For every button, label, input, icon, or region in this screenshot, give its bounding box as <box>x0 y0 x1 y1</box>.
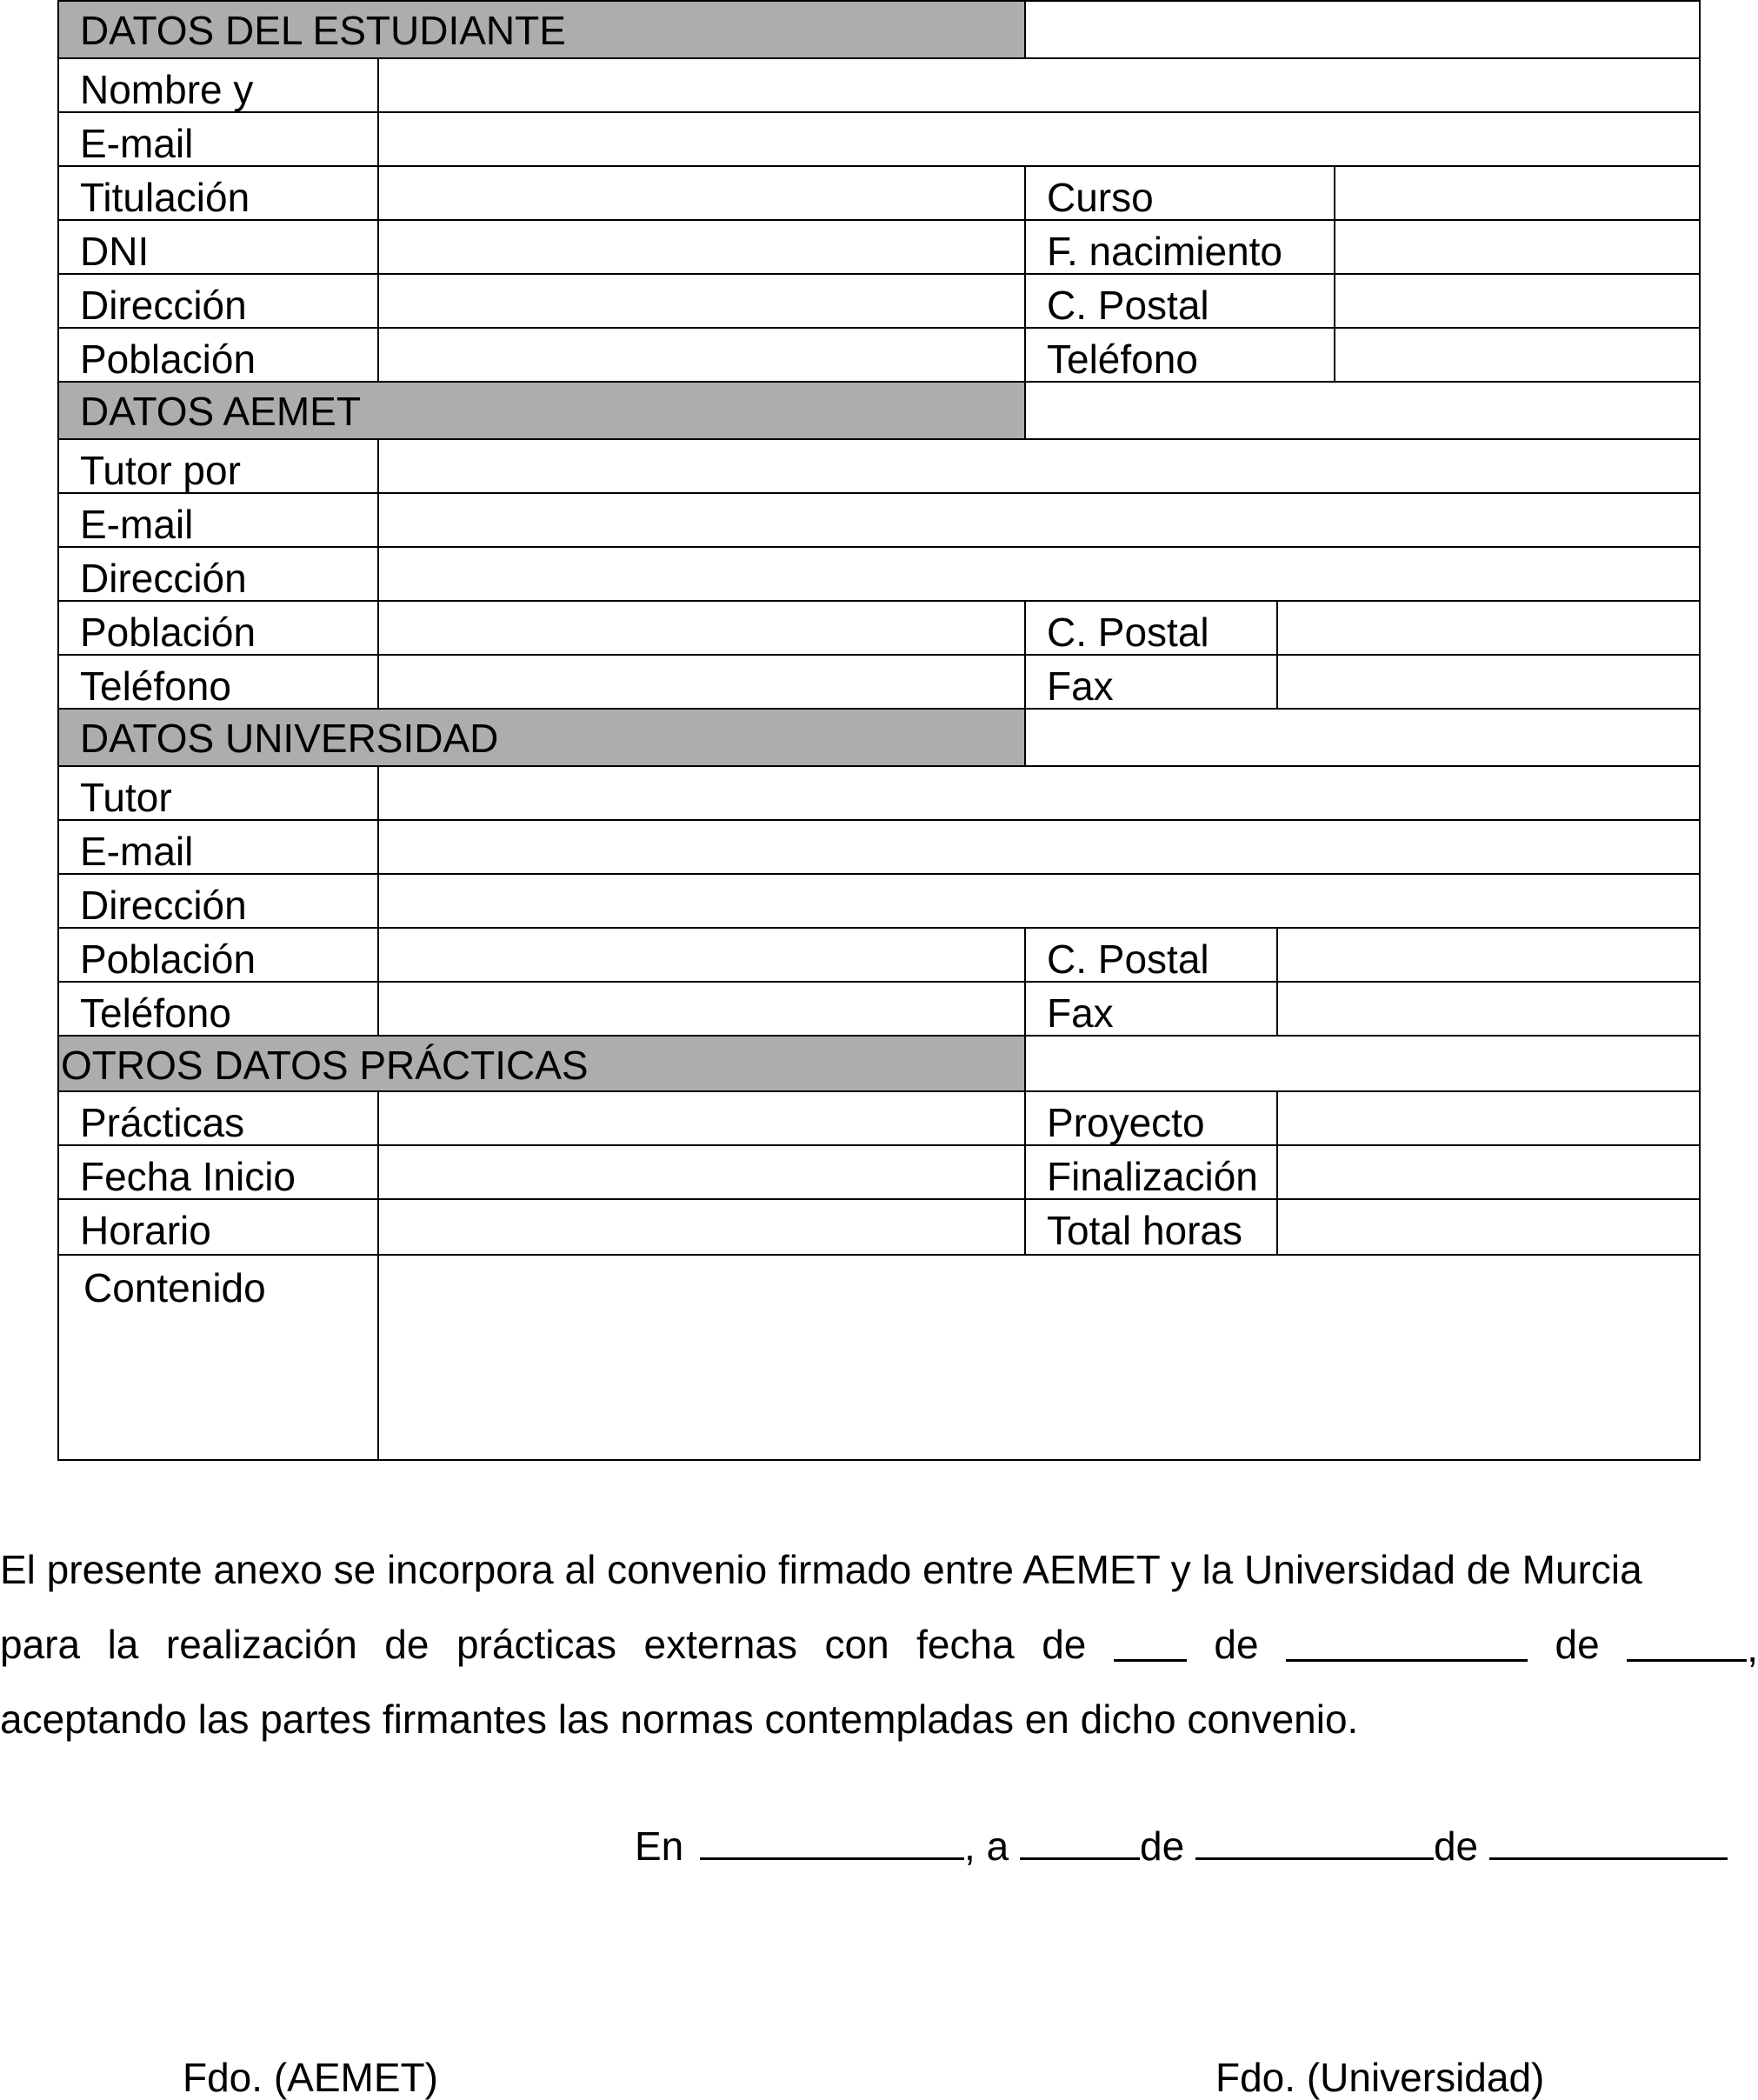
university-phone-field[interactable] <box>377 981 1026 1037</box>
aemet-fax-label-cell: Fax <box>1024 654 1278 710</box>
student-phone-label-cell: Teléfono <box>1024 327 1335 383</box>
student-section-header <box>57 0 1026 59</box>
place-blank[interactable] <box>700 1823 964 1860</box>
other-header-blank <box>1024 1035 1701 1092</box>
student-birth-label-cell: F. nacimiento <box>1024 219 1335 275</box>
schedule-label-cell: Horario <box>57 1198 379 1256</box>
student-header-blank <box>1024 0 1701 59</box>
student-address-label-cell: Dirección <box>57 273 379 329</box>
signature-university: Fdo. (Universidad) <box>1215 2055 1545 2100</box>
date-month-blank[interactable] <box>1195 1823 1434 1860</box>
date-day-blank[interactable] <box>1020 1823 1140 1860</box>
aemet-email-field[interactable] <box>377 492 1701 548</box>
project-field[interactable] <box>1276 1090 1701 1146</box>
university-town-label-cell: Población <box>57 927 379 983</box>
internship-label-cell: Prácticas <box>57 1090 379 1146</box>
student-course-label-cell: Curso <box>1024 165 1335 221</box>
aemet-town-label-cell: Población <box>57 600 379 656</box>
start-date-label-cell: Fecha Inicio <box>57 1144 379 1200</box>
university-header-blank <box>1024 708 1701 767</box>
university-section-header <box>57 708 1026 767</box>
year-group: , <box>1627 1624 1758 1668</box>
student-town-field[interactable] <box>377 327 1026 383</box>
student-degree-label-cell: Titulación <box>57 165 379 221</box>
content-label-cell: Contenido <box>57 1254 379 1461</box>
university-address-field[interactable] <box>377 873 1701 929</box>
place-date-line: En , a de de <box>635 1823 1728 1866</box>
student-course-field[interactable] <box>1334 165 1701 221</box>
student-postal-field[interactable] <box>1334 273 1701 329</box>
student-section-title: DATOS DEL ESTUDIANTE <box>80 8 566 53</box>
university-fax-field[interactable] <box>1276 981 1701 1037</box>
university-email-label-cell: E-mail <box>57 819 379 875</box>
aemet-town-field[interactable] <box>377 600 1026 656</box>
aemet-header-blank <box>1024 381 1701 440</box>
total-hours-label-cell: Total horas <box>1024 1198 1278 1256</box>
university-postal-label-cell: C. Postal <box>1024 927 1278 983</box>
student-name-field[interactable] <box>377 57 1701 113</box>
aemet-email-label-cell: E-mail <box>57 492 379 548</box>
total-hours-field[interactable] <box>1276 1198 1701 1256</box>
internship-field[interactable] <box>377 1090 1026 1146</box>
aemet-fax-field[interactable] <box>1276 654 1701 710</box>
university-tutor-field[interactable] <box>377 765 1701 821</box>
schedule-field[interactable] <box>377 1198 1026 1256</box>
university-fax-label-cell: Fax <box>1024 981 1278 1037</box>
student-postal-label-cell: C. Postal <box>1024 273 1335 329</box>
aemet-tutor-field[interactable] <box>377 438 1701 494</box>
university-postal-field[interactable] <box>1276 927 1701 983</box>
university-town-field[interactable] <box>377 927 1026 983</box>
university-address-label-cell: Dirección <box>57 873 379 929</box>
agreement-line-1: El presente anexo se incorpora al convenio firmado entre AEMET y la Universidad de Murcia <box>0 1547 1642 1592</box>
content-field[interactable] <box>377 1254 1701 1461</box>
agreement-line-3: aceptando las partes firmantes las normas contempladas en dicho convenio. <box>0 1697 1359 1742</box>
aemet-postal-label-cell: C. Postal <box>1024 600 1278 656</box>
student-dni-label-cell: DNI <box>57 219 379 275</box>
student-phone-field[interactable] <box>1334 327 1701 383</box>
student-name-label-cell: Nombre y <box>57 57 379 113</box>
aemet-tutor-label-cell: Tutor por <box>57 438 379 494</box>
signature-aemet: Fdo. (AEMET) <box>183 2055 438 2100</box>
university-phone-label-cell: Teléfono <box>57 981 379 1037</box>
aemet-phone-label-cell: Teléfono <box>57 654 379 710</box>
day-blank[interactable] <box>1114 1624 1187 1662</box>
university-tutor-label-cell: Tutor <box>57 765 379 821</box>
aemet-section-title: DATOS AEMET <box>80 389 361 434</box>
university-section-title: DATOS UNIVERSIDAD <box>80 716 499 761</box>
aemet-postal-field[interactable] <box>1276 600 1701 656</box>
start-date-field[interactable] <box>377 1144 1026 1200</box>
student-town-label-cell: Población <box>57 327 379 383</box>
student-email-field[interactable] <box>377 111 1701 167</box>
end-date-field[interactable] <box>1276 1144 1701 1200</box>
aemet-address-label-cell: Dirección <box>57 546 379 602</box>
other-section-title: OTROS DATOS PRÁCTICAS <box>61 1043 589 1088</box>
aemet-phone-field[interactable] <box>377 654 1026 710</box>
student-birth-field[interactable] <box>1334 219 1701 275</box>
year-blank[interactable] <box>1627 1624 1747 1662</box>
project-label-cell: Proyecto <box>1024 1090 1278 1146</box>
agreement-line-2: para la realización de prácticas externas con fecha de de de , <box>0 1622 1758 1670</box>
aemet-address-field[interactable] <box>377 546 1701 602</box>
aemet-section-header <box>57 381 1026 440</box>
student-email-label-cell: E-mail <box>57 111 379 167</box>
month-blank[interactable] <box>1286 1624 1528 1662</box>
end-date-label-cell: Finalización <box>1024 1144 1278 1200</box>
other-section-header <box>57 1035 1026 1092</box>
date-year-blank[interactable] <box>1489 1823 1728 1860</box>
student-address-field[interactable] <box>377 273 1026 329</box>
university-email-field[interactable] <box>377 819 1701 875</box>
student-dni-field[interactable] <box>377 219 1026 275</box>
student-degree-field[interactable] <box>377 165 1026 221</box>
